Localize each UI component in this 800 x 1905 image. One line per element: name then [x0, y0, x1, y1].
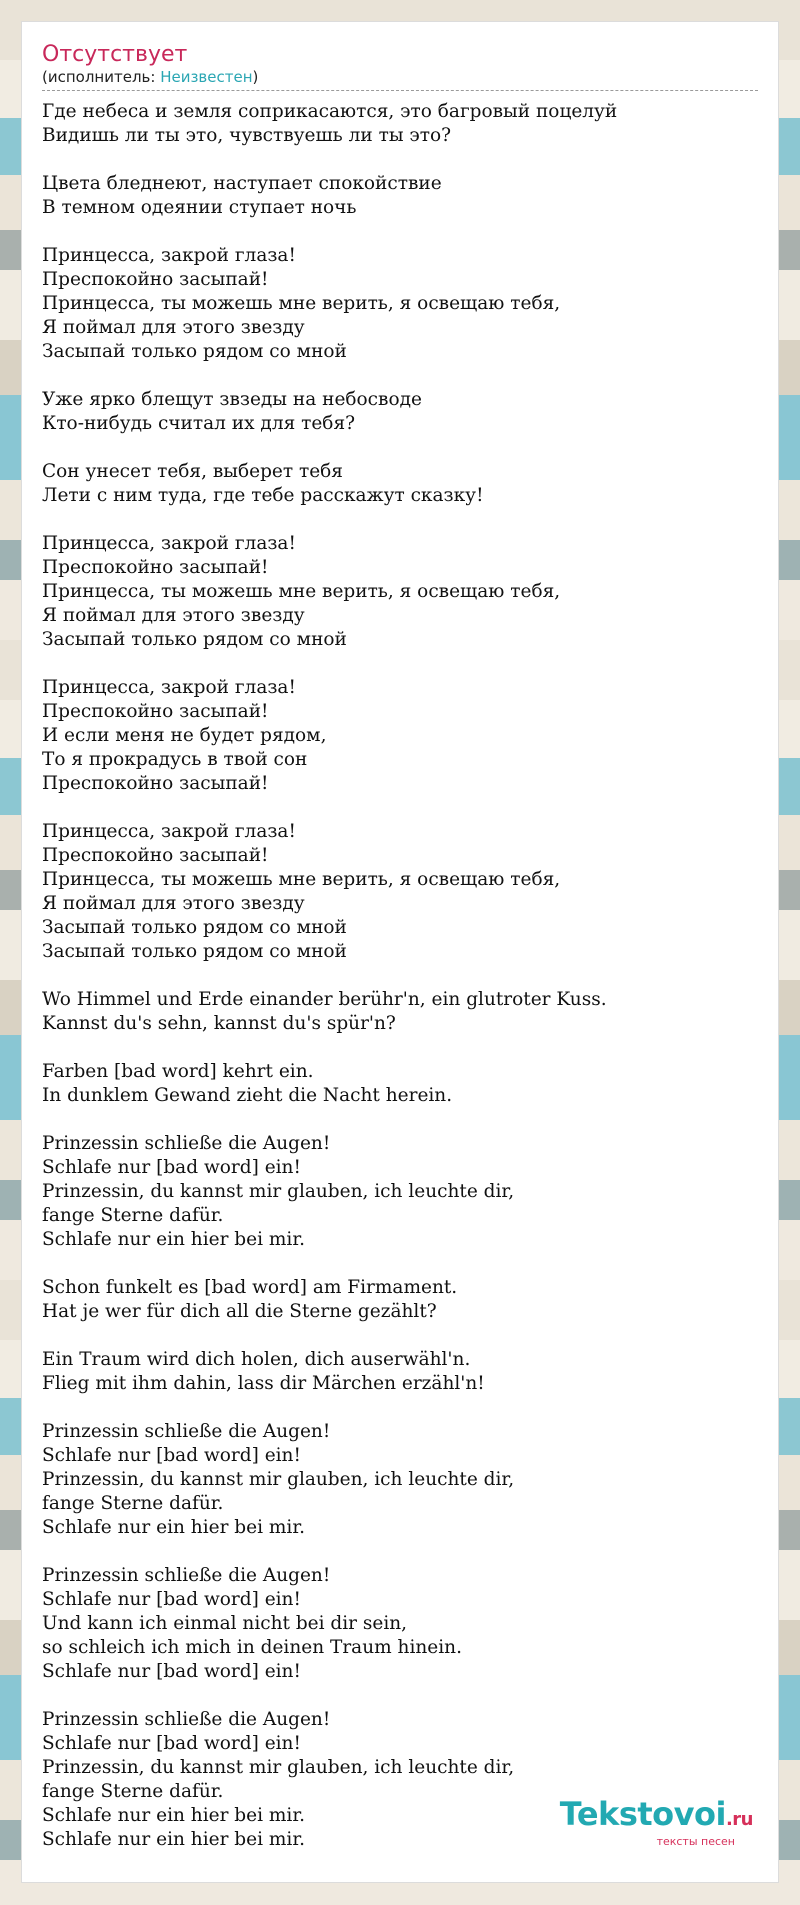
lyrics-card: [21, 21, 779, 1883]
lyric-line: Schlafe nur [bad word] ein!: [42, 1445, 301, 1466]
stanza-gap: [42, 1540, 758, 1564]
stanza-gap: [42, 148, 758, 172]
lyric-line: Принцесса, ты можешь мне верить, я освещаю тебя,: [42, 293, 561, 314]
song-title: Отсутствует: [42, 42, 188, 67]
artist-link[interactable]: Неизвестен: [160, 68, 253, 86]
lyric-line: fange Sterne dafür.: [42, 1493, 224, 1514]
lyric-line: fange Sterne dafür.: [42, 1205, 224, 1226]
lyric-line: Schlafe nur [bad word] ein!: [42, 1589, 301, 1610]
stanza-gap: [42, 436, 758, 460]
lyric-line: Hat je wer für dich all die Sterne gezählt?: [42, 1301, 437, 1322]
lyric-line: Преспокойно засыпай!: [42, 701, 269, 722]
logo-tld: .ru: [725, 1809, 753, 1830]
lyric-line: In dunklem Gewand zieht die Nacht herein.: [42, 1085, 453, 1106]
lyric-line: Farben [bad word] kehrt ein.: [42, 1061, 314, 1082]
lyric-line: Принцесса, ты можешь мне верить, я освещаю тебя,: [42, 581, 561, 602]
lyric-line: Преспокойно засыпай!: [42, 557, 269, 578]
lyric-line: Я поймал для этого звезду: [42, 605, 305, 626]
lyric-line: Засыпай только рядом со мной: [42, 917, 347, 938]
lyric-line: Prinzessin schließe die Augen!: [42, 1565, 331, 1586]
logo-name: Tekstovoi: [559, 1795, 726, 1833]
lyric-line: Prinzessin, du kannst mir glauben, ich leuchte dir,: [42, 1181, 515, 1202]
stanza-gap: [42, 1324, 758, 1348]
stanza-gap: [42, 508, 758, 532]
stanza-gap: [42, 796, 758, 820]
lyric-line: so schleich ich mich in deinen Traum hinein.: [42, 1637, 462, 1658]
lyric-line: Принцесса, закрой глаза!: [42, 677, 296, 698]
lyric-line: Принцесса, закрой глаза!: [42, 821, 296, 842]
lyrics-text: [42, 100, 758, 1852]
lyric-line: Цвета бледнеют, наступает спокойствие: [42, 173, 442, 194]
lyric-line: Я поймал для этого звезду: [42, 893, 305, 914]
lyric-line: Кто-нибудь считал их для тебя?: [42, 413, 356, 434]
lyric-line: Schlafe nur [bad word] ein!: [42, 1157, 301, 1178]
lyric-line: Prinzessin schließe die Augen!: [42, 1709, 331, 1730]
lyric-line: Преспокойно засыпай!: [42, 269, 269, 290]
artist-prefix: (исполнитель:: [42, 68, 161, 86]
lyric-line: Где небеса и земля соприкасаются, это багровый поцелуй: [42, 101, 618, 122]
lyric-line: Видишь ли ты это, чувствуешь ли ты это?: [42, 125, 452, 146]
lyric-line: Принцесса, закрой глаза!: [42, 533, 296, 554]
lyric-line: fange Sterne dafür.: [42, 1781, 224, 1802]
lyric-line: Schlafe nur ein hier bei mir.: [42, 1829, 306, 1850]
lyric-line: Schlafe nur ein hier bei mir.: [42, 1517, 306, 1538]
lyric-line: Засыпай только рядом со мной: [42, 941, 347, 962]
stanza-gap: [42, 1252, 758, 1276]
stanza-gap: [42, 364, 758, 388]
stanza-gap: [42, 652, 758, 676]
lyric-line: Schlafe nur [bad word] ein!: [42, 1661, 301, 1682]
lyric-line: Prinzessin schließe die Augen!: [42, 1133, 331, 1154]
lyric-line: Schlafe nur [bad word] ein!: [42, 1733, 301, 1754]
stanza-gap: [42, 1036, 758, 1060]
stanza-gap: [42, 1396, 758, 1420]
lyric-line: Prinzessin schließe die Augen!: [42, 1421, 331, 1442]
lyric-line: Преспокойно засыпай!: [42, 773, 269, 794]
artist-suffix: ): [252, 68, 259, 86]
lyric-line: Wo Himmel und Erde einander berühr'n, ein glutroter Kuss.: [42, 989, 607, 1010]
lyric-line: Преспокойно засыпай!: [42, 845, 269, 866]
lyric-line: То я прокрадусь в твой сон: [42, 749, 308, 770]
lyric-line: В темном одеянии ступает ночь: [42, 197, 357, 218]
lyric-line: Schlafe nur ein hier bei mir.: [42, 1229, 306, 1250]
lyric-line: Уже ярко блещут звзеды на небосводе: [42, 389, 422, 410]
lyric-line: Schlafe nur ein hier bei mir.: [42, 1805, 306, 1826]
lyric-line: Und kann ich einmal nicht bei dir sein,: [42, 1613, 408, 1634]
stanza-gap: [42, 220, 758, 244]
logo-tagline: тексты песен: [656, 1835, 735, 1848]
lyric-line: И если меня не будет рядом,: [42, 725, 327, 746]
song-header: [42, 42, 758, 91]
lyric-line: Сон унесет тебя, выберет тебя: [42, 461, 343, 482]
site-logo[interactable]: [560, 1797, 753, 1848]
lyric-line: Засыпай только рядом со мной: [42, 341, 347, 362]
lyric-line: Лети с ним туда, где тебе расскажут сказку!: [42, 485, 484, 506]
lyric-line: Prinzessin, du kannst mir glauben, ich leuchte dir,: [42, 1757, 515, 1778]
lyric-line: Ein Traum wird dich holen, dich auserwähl'n.: [42, 1349, 471, 1370]
lyric-line: Schon funkelt es [bad word] am Firmament.: [42, 1277, 458, 1298]
lyric-line: Flieg mit ihm dahin, lass dir Märchen erzähl'n!: [42, 1373, 485, 1394]
lyric-line: Я поймал для этого звезду: [42, 317, 305, 338]
lyric-line: Prinzessin, du kannst mir glauben, ich leuchte dir,: [42, 1469, 515, 1490]
artist-line: [42, 68, 758, 86]
stanza-gap: [42, 1684, 758, 1708]
stanza-gap: [42, 964, 758, 988]
lyric-line: Kannst du's sehn, kannst du's spür'n?: [42, 1013, 396, 1034]
lyric-line: Принцесса, закрой глаза!: [42, 245, 296, 266]
stanza-gap: [42, 1108, 758, 1132]
lyric-line: Принцесса, ты можешь мне верить, я освещаю тебя,: [42, 869, 561, 890]
lyric-line: Засыпай только рядом со мной: [42, 629, 347, 650]
